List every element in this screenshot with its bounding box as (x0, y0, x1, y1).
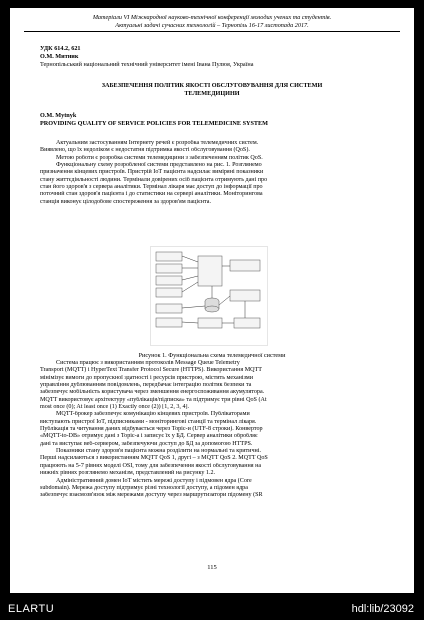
text-line: Актуальним застосуванням Інтернету речей є розробка телемедичних систем. (56, 140, 259, 146)
conference-header-line-1: Матеріали VI Міжнародної науково-технічної конференції молодих учених та студентів. (92, 14, 332, 21)
text-line: Функціональну схему розробленої системи представлено на рис. 1. Розглянемо (56, 162, 262, 169)
text-line: Transport (MQTT) і HyperText Transfer Protocol Secure (HTTPS). Використання MQTT (40, 367, 262, 374)
diagram-box (156, 304, 182, 313)
text-line: управління дублюванням повідомлень, передбачає інтеграцію політик безпеки та (40, 382, 252, 389)
text-line: «MQTT-to-DB» отримує дані з Topic-а і записує їх у БД. Сервер аналітики обробляє (40, 433, 258, 440)
text-line: Виявлено, що їх недоліком є недостатня підтримка якості обслуговування (QoS). (40, 147, 250, 154)
title-ua-line-1: ЗАБЕЗПЕЧЕННЯ ПОЛІТИК ЯКОСТІ ОБСЛУГОВУВАННЯ ДЛЯ СИСТЕМИ (101, 82, 323, 89)
header-rule (24, 31, 400, 32)
author-ua: О.М. Митник (40, 53, 79, 60)
diagram-box (156, 288, 182, 297)
text-line: most once (0); At least once (1) Exactly once (2)) [1, 2, 3, 4]. (40, 404, 190, 411)
author-en: O.M. Mytnyk (40, 112, 77, 119)
text-line: стан його здоров'я з сервера аналітики. Термінал лікаря має доступ до інформації про (40, 184, 263, 191)
affiliation: Тернопільський національний технічний університет імені Івана Пулюя, Україна (40, 61, 254, 68)
title-en: PROVIDING QUALITY OF SERVICE POLICIES FOR TELEMEDICINE SYSTEM (40, 120, 269, 127)
text-line: стану життєдіяльності людини. Термінали довірених осіб пацієнта отримують дані про (40, 176, 268, 183)
diagram-box (156, 252, 182, 261)
diagram-box (156, 264, 182, 273)
text-line: дані та виступає веб-сервером, забезпечуючи доступ до БД за допомогою HTTPS. (40, 440, 253, 447)
text-line: працюють на 5-7 рівнях моделі OSI, тому для забезпечення якості обслуговування на (40, 462, 262, 469)
text-line: виступають пристрої IoT, підписниками - моніторингові станції та термінал лікаря. (40, 418, 257, 425)
text-line: subdomain). Мережа доступу підтримує різні технології доступу, а підомен ядра (40, 484, 248, 491)
text-line: Система працює з використанням протоколів Message Queue Telemetry (56, 360, 240, 366)
text-line: нижніх рівнях розглянемо механізм, представлений на рисунку 1.2. (40, 470, 216, 477)
body-text (40, 360, 386, 500)
text-line: Адміністративний домен IoT містить мережі доступу і підмовен ядра (Core (56, 477, 252, 484)
text-line: забезпечує мобільність користувача через зменшення енергоспоживання акумулятора. (40, 389, 265, 396)
text-line: мінімізує вимоги до пропускної здатності і ресурсів пристрою, містить механізми (40, 374, 254, 381)
diagram-box (156, 318, 182, 327)
text-line: призначення кінцевих пристроїв. Пристрій IoT пацієнта надсилає виміряні показники (40, 169, 264, 176)
text-line: Публікація та читування даних відбувається через Topic-и (UTF-8 строки). Конвертор (40, 426, 263, 433)
footer-handle: hdl:lib/23092 (351, 603, 414, 615)
intro-text (40, 140, 386, 206)
paper-page (10, 8, 414, 593)
text-line: Перші надсилаються з використанням MQTT QoS 1, другі – з MQTT QoS 2. MQTT QoS (40, 455, 268, 462)
figure-caption: Рисунок 1. Функціональна схема телемедичної системи (138, 352, 286, 359)
diagram-box (156, 276, 182, 285)
text-line: MQTT-брокер забезпечує комунікацію кінцевих пристроїв. Публікаторами (56, 411, 250, 418)
text-line: Метою роботи є розробка системи телемедицини з забезпеченням політик QoS. (56, 154, 263, 161)
diagram-box (230, 260, 260, 271)
conference-header-line-2: Актуальні задачі сучасних технологій – Тернопіль 16-17 листопада 2017. (115, 22, 309, 29)
page-number: 115 (207, 564, 217, 571)
text-line: Показники стану здоров'я пацієнта можна розділити на нормальні та критичні. (56, 448, 261, 455)
diagram-box (198, 318, 222, 328)
diagram-box (234, 318, 260, 328)
diagram-box (230, 290, 260, 301)
text-line: станція виконує цілодобове спостереження за здоров'ям пацієнта. (40, 198, 211, 205)
title-ua-line-2: ТЕЛЕМЕДИЦИНИ (184, 90, 240, 97)
footer-repository-label: ELARTU (8, 603, 55, 615)
text-line: забезпечує взаємозв'язок між мережами доступу через маршрутизатори підомену (SR (40, 492, 263, 499)
text-line: поточний стан здоров'я пацієнта і до статистики на сервері аналітики. Моніторингова (40, 191, 263, 198)
text-line: MQTT використовує архітектуру «публікація/підписка» та підтримує три рівні QoS (At (40, 396, 267, 403)
diagram-box (198, 256, 222, 286)
udk-code: УДК 614.2, 621 (40, 45, 81, 52)
functional-diagram-figure (150, 246, 268, 346)
